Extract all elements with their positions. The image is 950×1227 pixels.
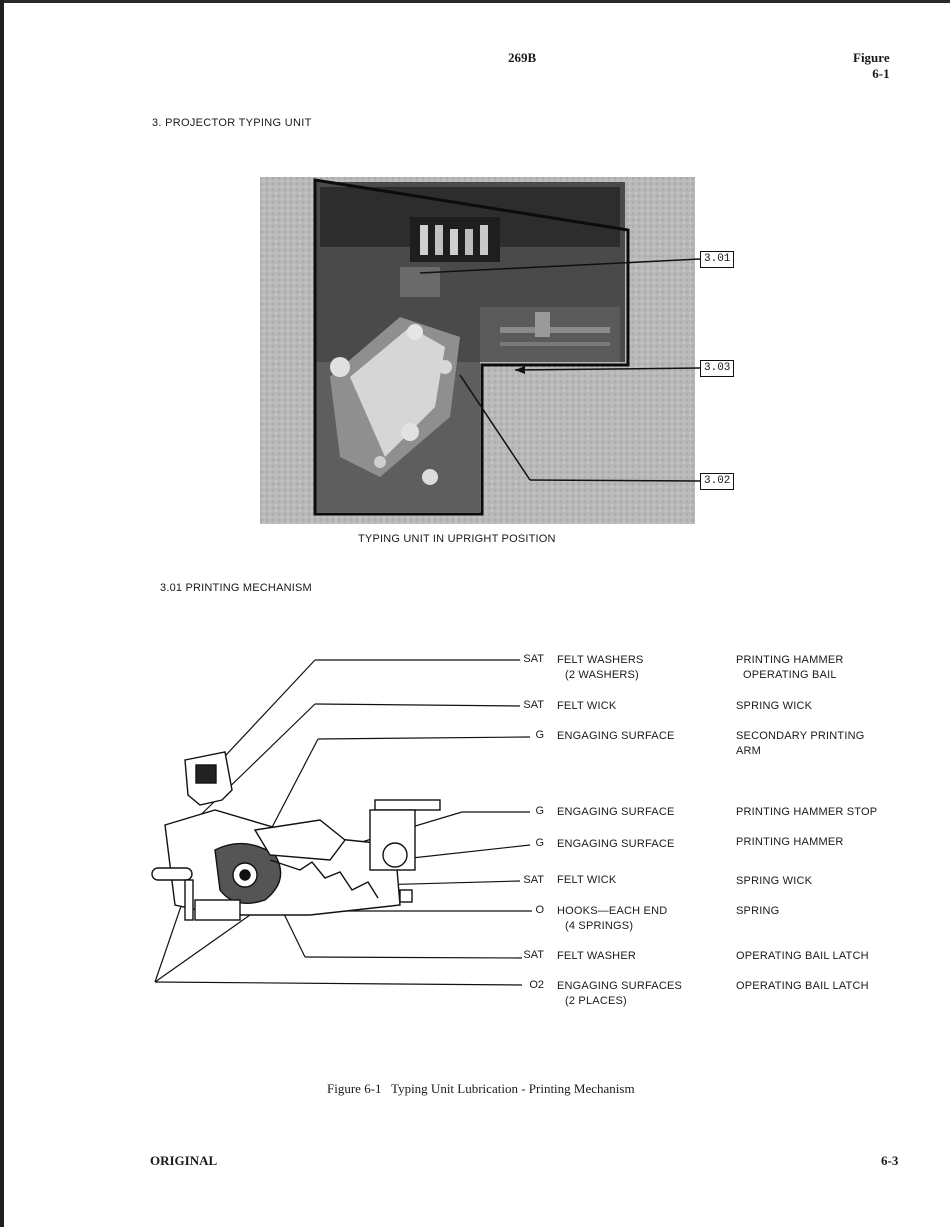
lube-code: SAT (523, 949, 544, 961)
lube-part-name: OPERATING BAIL LATCH (736, 950, 869, 962)
lube-point-note: (4 SPRINGS) (565, 920, 634, 932)
doc-number: 269B (508, 50, 537, 65)
callout-3-03: 3.03 (700, 360, 734, 377)
lube-code: G (535, 837, 544, 849)
lube-point-name: FELT WICK (557, 700, 617, 712)
lube-part (736, 729, 865, 759)
figure-label-number: 6-1 (872, 66, 890, 81)
lube-part-name: PRINTING HAMMER (736, 654, 844, 666)
lube-part-name: OPERATING BAIL LATCH (736, 980, 869, 992)
lube-point-name: FELT WASHER (557, 950, 637, 962)
lube-code: G (535, 805, 544, 817)
lube-point (557, 653, 644, 683)
callout-3-02: 3.02 (700, 473, 734, 490)
callout-3-01: 3.01 (700, 251, 734, 268)
photo-caption: TYPING UNIT IN UPRIGHT POSITION (358, 533, 556, 545)
lube-part-name: PRINTING HAMMER STOP (736, 806, 878, 818)
lube-part-note: OPERATING BAIL (743, 669, 837, 681)
figure-label-text: Figure (853, 50, 890, 65)
lube-point-note: (2 PLACES) (565, 995, 627, 1007)
lube-point-name: ENGAGING SURFACE (557, 806, 675, 818)
lube-point (557, 904, 667, 934)
section-heading: 3. PROJECTOR TYPING UNIT (152, 117, 312, 129)
lube-point-name: FELT WASHERS (557, 654, 644, 666)
lube-part (736, 653, 844, 683)
lube-point-name: ENGAGING SURFACE (557, 838, 675, 850)
figure-caption: Figure 6-1 Typing Unit Lubrication - Printing Mechanism (327, 1081, 635, 1096)
lube-code: O (535, 904, 544, 916)
lube-point-name: HOOKS—EACH END (557, 905, 668, 917)
subsection-heading: 3.01 PRINTING MECHANISM (160, 582, 312, 594)
lube-part-name: SPRING WICK (736, 700, 813, 712)
lube-part-name: SECONDARY PRINTING (736, 730, 865, 742)
lube-code: SAT (523, 874, 544, 886)
footer-original: ORIGINAL (150, 1153, 218, 1168)
lube-code: O2 (529, 979, 544, 991)
lube-part-note: ARM (736, 745, 762, 757)
lube-code: SAT (523, 699, 544, 711)
lube-code: SAT (523, 653, 544, 665)
lube-point-name: ENGAGING SURFACES (557, 980, 683, 992)
lube-point-name: ENGAGING SURFACE (557, 730, 675, 742)
lube-point (557, 979, 682, 1009)
lube-part-name: SPRING (736, 905, 780, 917)
footer-page-number: 6-3 (881, 1153, 899, 1168)
lube-code: G (535, 729, 544, 741)
lube-part-name: SPRING WICK (736, 875, 813, 887)
lube-part-name: PRINTING HAMMER (736, 836, 844, 848)
lube-point-note: (2 WASHERS) (565, 669, 639, 681)
lube-point-name: FELT WICK (557, 874, 617, 886)
